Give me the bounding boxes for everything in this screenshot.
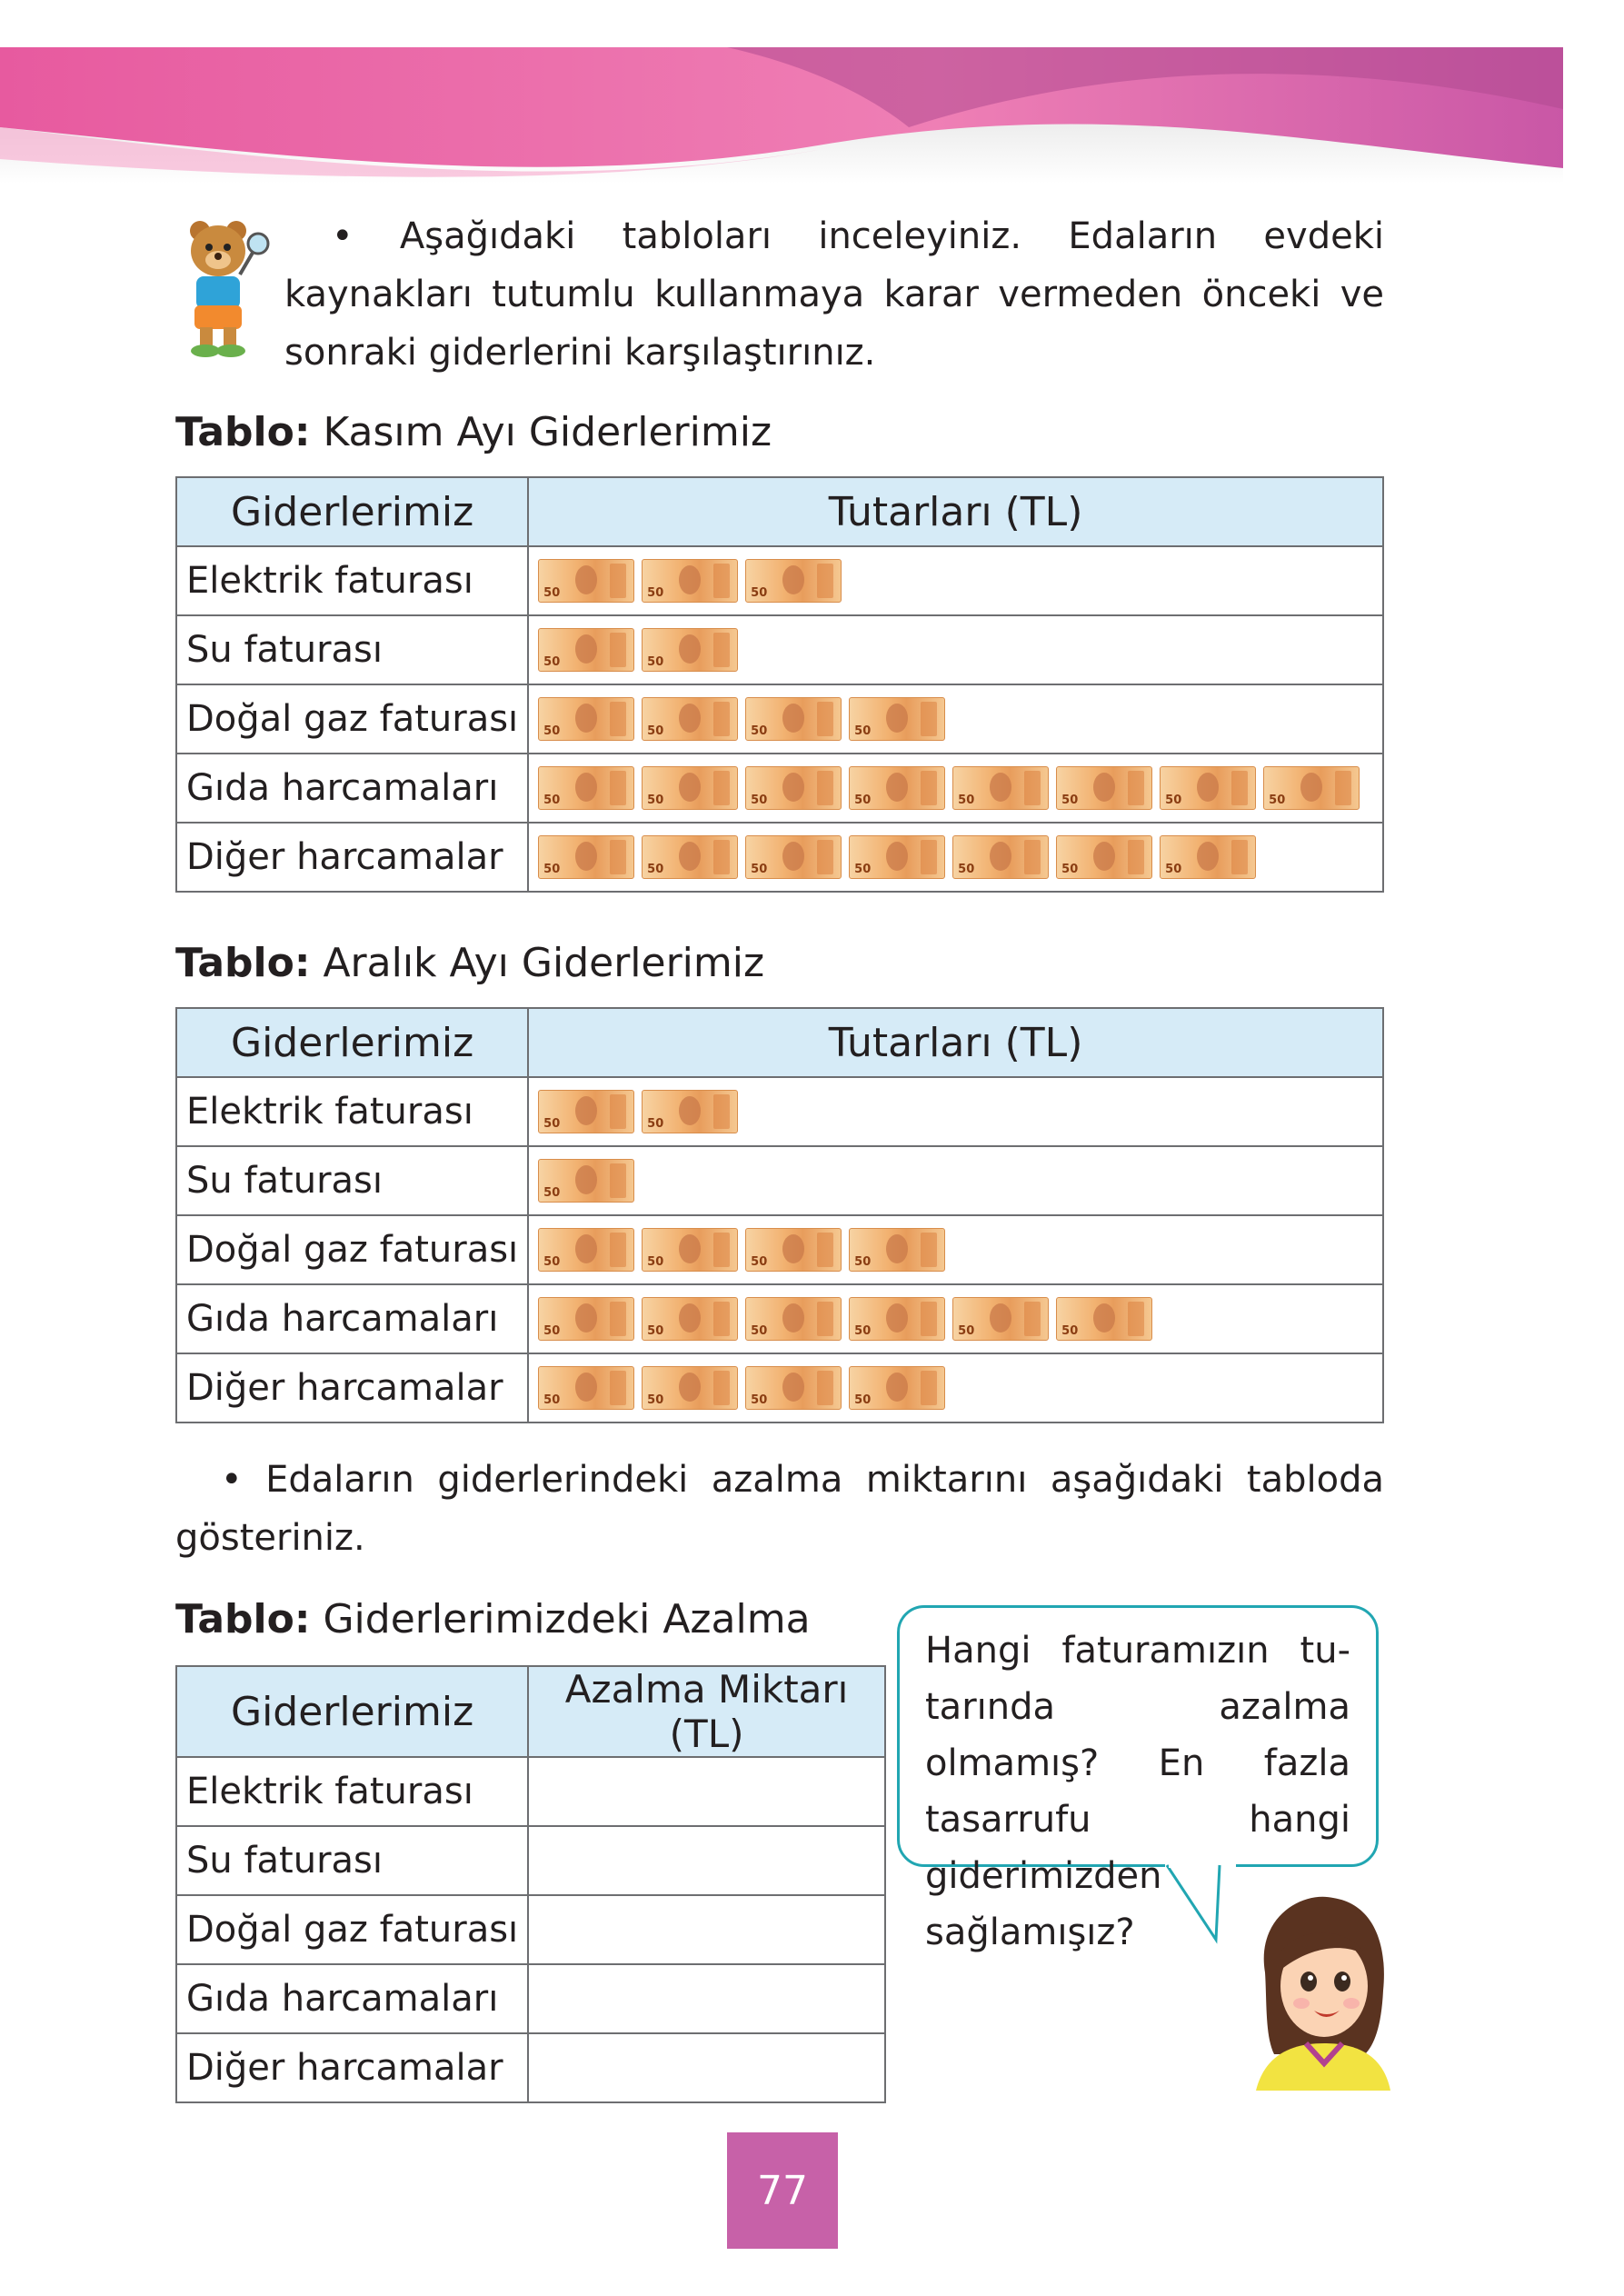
expense-label: Gıda harcamaları (176, 1284, 528, 1353)
table-row (176, 1757, 885, 1826)
intro-paragraph (284, 207, 1384, 382)
banknote-denomination: 50 (543, 1117, 561, 1131)
table3-caption-title: Giderlerimizdeki Azalma (323, 1596, 811, 1642)
banknote-denomination: 50 (1165, 794, 1182, 807)
banknote-denomination: 50 (543, 1324, 561, 1338)
banknote-denomination: 50 (854, 1324, 872, 1338)
table-row (176, 684, 1383, 754)
banknote-icon (538, 1366, 634, 1410)
banknote-denomination: 50 (854, 794, 872, 807)
amount-cell (528, 823, 1383, 892)
expense-label: Elektrik faturası (176, 1757, 528, 1826)
banknote-denomination: 50 (751, 1393, 768, 1407)
banknote-icon (849, 1228, 945, 1272)
banknote-icon (849, 766, 945, 810)
instruction-bullet: • (221, 1459, 243, 1501)
banknote-icon (538, 1228, 634, 1272)
expense-label: Diğer harcamalar (176, 823, 528, 892)
amount-cell (528, 1353, 1383, 1423)
banknote-icon (538, 1159, 634, 1203)
banknote-denomination: 50 (647, 724, 664, 738)
girl-character-illustration (1247, 1891, 1392, 2091)
expense-label: Su faturası (176, 615, 528, 684)
expense-label: Doğal gaz faturası (176, 684, 528, 754)
table1-caption (175, 409, 772, 455)
reduction-answer-cell[interactable] (528, 1895, 885, 1964)
table-row (176, 615, 1383, 684)
december-expenses-table (175, 1007, 1384, 1423)
table-row (176, 1353, 1383, 1423)
banknote-denomination: 50 (647, 586, 664, 600)
amount-cell (528, 1284, 1383, 1353)
reduction-answer-cell[interactable] (528, 2033, 885, 2102)
banknote-icon (538, 1297, 634, 1341)
banknote-denomination: 50 (647, 1117, 664, 1131)
banknote-icon (1056, 766, 1152, 810)
instruction-paragraph (175, 1451, 1384, 1567)
banknote-denomination: 50 (543, 1393, 561, 1407)
intro-text: Aşağıdaki tabloları inceleyiniz. Edaların evdeki kaynakları tutumlu kullanmaya karar vermeden önceki ve sonraki giderlerini karşılaştırınız. (284, 215, 1384, 374)
banknote-icon (952, 766, 1049, 810)
table-row (176, 1826, 885, 1895)
amount-cell (528, 754, 1383, 823)
banknote-icon (1263, 766, 1360, 810)
speech-bubble (897, 1605, 1379, 1953)
reduction-answer-cell[interactable] (528, 1964, 885, 2033)
table2-caption-prefix: Tablo: (175, 940, 311, 986)
banknote-icon (745, 766, 842, 810)
banknote-icon (642, 766, 738, 810)
amount-cell (528, 615, 1383, 684)
banknote-denomination: 50 (543, 863, 561, 876)
banknote-icon (642, 628, 738, 672)
table3-caption-prefix: Tablo: (175, 1596, 311, 1642)
banknote-denomination: 50 (854, 1393, 872, 1407)
banknote-denomination: 50 (751, 863, 768, 876)
amount-cell (528, 1215, 1383, 1284)
banknote-denomination: 50 (751, 1324, 768, 1338)
expense-label: Su faturası (176, 1146, 528, 1215)
banknote-denomination: 50 (751, 586, 768, 600)
banknote-icon (1160, 835, 1256, 879)
banknote-denomination: 50 (751, 724, 768, 738)
banknote-denomination: 50 (958, 794, 975, 807)
column-header-amounts: Tutarları (TL) (528, 477, 1383, 546)
november-expenses-table (175, 476, 1384, 893)
banknote-icon (538, 766, 634, 810)
table1-caption-title: Kasım Ayı Giderlerimiz (323, 409, 772, 455)
banknote-icon (1056, 835, 1152, 879)
banknote-icon (642, 1090, 738, 1133)
banknote-denomination: 50 (647, 794, 664, 807)
table-row (176, 1964, 885, 2033)
banknote-icon (745, 1297, 842, 1341)
banknote-icon (642, 1366, 738, 1410)
bear-mascot-illustration (173, 216, 274, 362)
banknote-denomination: 50 (854, 724, 872, 738)
banknote-icon (642, 835, 738, 879)
amount-cell (528, 684, 1383, 754)
table-row (176, 546, 1383, 615)
expense-label: Gıda harcamaları (176, 1964, 528, 2033)
banknote-denomination: 50 (751, 1255, 768, 1269)
table1-caption-prefix: Tablo: (175, 409, 311, 455)
banknote-denomination: 50 (1269, 794, 1286, 807)
banknote-denomination: 50 (751, 794, 768, 807)
instruction-text: Edaların giderlerindeki azalma miktarını aşağıdaki tabloda gösteriniz. (175, 1459, 1384, 1559)
table-header-row (176, 1008, 1383, 1077)
amount-cell (528, 1077, 1383, 1146)
banknote-icon (745, 697, 842, 741)
expense-label: Diğer harcamalar (176, 2033, 528, 2102)
table2-caption-title: Aralık Ayı Giderlerimiz (323, 940, 765, 986)
banknote-denomination: 50 (958, 863, 975, 876)
banknote-denomination: 50 (647, 1255, 664, 1269)
speech-bubble-tail (1163, 1863, 1236, 1945)
banknote-denomination: 50 (1061, 1324, 1079, 1338)
banknote-denomination: 50 (543, 1186, 561, 1200)
reduction-answer-cell[interactable] (528, 1757, 885, 1826)
banknote-icon (1160, 766, 1256, 810)
banknote-icon (745, 1228, 842, 1272)
table-row (176, 1146, 1383, 1215)
expense-label: Gıda harcamaları (176, 754, 528, 823)
banknote-denomination: 50 (854, 863, 872, 876)
banknote-icon (538, 697, 634, 741)
reduction-answer-cell[interactable] (528, 1826, 885, 1895)
banknote-icon (952, 835, 1049, 879)
expense-label: Doğal gaz faturası (176, 1895, 528, 1964)
page-number-box (727, 2132, 838, 2249)
column-header-expenses: Giderlerimiz (176, 1666, 528, 1757)
table-row (176, 1077, 1383, 1146)
banknote-denomination: 50 (647, 655, 664, 669)
banknote-denomination: 50 (543, 724, 561, 738)
banknote-denomination: 50 (1061, 794, 1079, 807)
expense-label: Elektrik faturası (176, 1077, 528, 1146)
page-number: 77 (757, 2167, 808, 2214)
column-header-expenses: Giderlerimiz (176, 1008, 528, 1077)
expense-label: Diğer harcamalar (176, 1353, 528, 1423)
banknote-icon (642, 1297, 738, 1341)
column-header-expenses: Giderlerimiz (176, 477, 528, 546)
banknote-denomination: 50 (543, 586, 561, 600)
expense-label: Su faturası (176, 1826, 528, 1895)
table-header-row (176, 1666, 885, 1757)
table-row (176, 1895, 885, 1964)
expense-label: Elektrik faturası (176, 546, 528, 615)
banknote-icon (642, 559, 738, 603)
expense-reduction-table (175, 1665, 886, 2103)
top-banner (0, 0, 1624, 209)
column-header-amounts: Tutarları (TL) (528, 1008, 1383, 1077)
banknote-icon (849, 697, 945, 741)
table3-caption (175, 1596, 811, 1642)
speech-bubble-text: Hangi faturamızın tutarında azalma olmamış? En fazla tasarrufu hangi giderimizden sağlamışız? (925, 1630, 1350, 1953)
column-header-reduction: Azalma Miktarı (TL) (528, 1666, 885, 1757)
banknote-icon (745, 559, 842, 603)
banknote-denomination: 50 (1165, 863, 1182, 876)
banknote-icon (952, 1297, 1049, 1341)
banknote-denomination: 50 (647, 863, 664, 876)
banknote-denomination: 50 (854, 1255, 872, 1269)
banknote-icon (745, 835, 842, 879)
banknote-icon (642, 1228, 738, 1272)
banknote-denomination: 50 (543, 655, 561, 669)
banknote-denomination: 50 (543, 794, 561, 807)
banknote-icon (538, 1090, 634, 1133)
banknote-denomination: 50 (1061, 863, 1079, 876)
banknote-icon (642, 697, 738, 741)
amount-cell (528, 1146, 1383, 1215)
banknote-icon (849, 1297, 945, 1341)
table-header-row (176, 477, 1383, 546)
banknote-denomination: 50 (543, 1255, 561, 1269)
expense-label: Doğal gaz faturası (176, 1215, 528, 1284)
table2-caption (175, 940, 764, 986)
banknote-icon (538, 835, 634, 879)
table-row (176, 1284, 1383, 1353)
banknote-icon (849, 835, 945, 879)
banknote-denomination: 50 (958, 1324, 975, 1338)
banknote-icon (849, 1366, 945, 1410)
banknote-icon (1056, 1297, 1152, 1341)
table-row (176, 1215, 1383, 1284)
intro-bullet: • (332, 215, 354, 257)
table-row (176, 2033, 885, 2102)
table-row (176, 754, 1383, 823)
banknote-denomination: 50 (647, 1393, 664, 1407)
banknote-icon (538, 559, 634, 603)
amount-cell (528, 546, 1383, 615)
table-row (176, 823, 1383, 892)
banknote-denomination: 50 (647, 1324, 664, 1338)
banknote-icon (538, 628, 634, 672)
banknote-icon (745, 1366, 842, 1410)
